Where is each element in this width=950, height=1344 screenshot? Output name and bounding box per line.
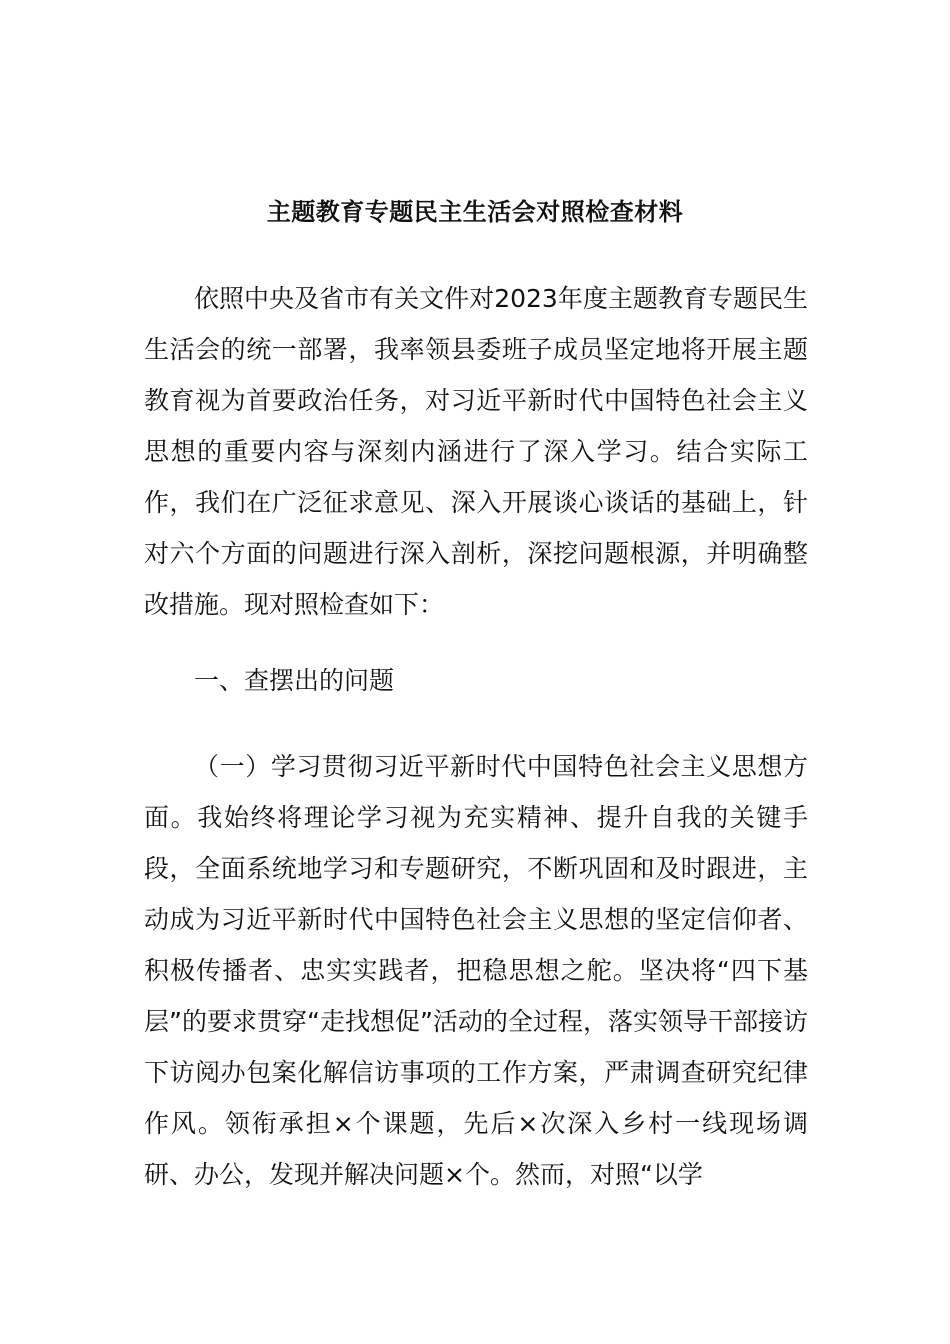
- subsection-paragraph: （一）学习贯彻习近平新时代中国特色社会主义思想方面。我始终将理论学习视为充实精神、提升自我的关键手段，全面系统地学习和专题研究，不断巩固和及时跟进，主动成为习近平新时代中国特色社会主义思想的坚定信仰者、积极传播者、忠实实践者，把稳思想之舵。坚决将“四下基层”的要求贯穿“走找想促”活动的全过程，落实领导干部接访下访阅办包案化解信访事项的工作方案，严肃调查研究纪律作风。领衔承担×个课题，先后×次深入乡村一线现场调研、办公，发现并解决问题×个。然而，对照“以学: [144, 752, 808, 1189]
- intro-paragraph: 依照中央及省市有关文件对2023年度主题教育专题民生生活会的统一部署，我率领县委班子成员坚定地将开展主题教育视为首要政治任务，对习近平新时代中国特色社会主义思想的重要内容与深刻内涵进行了深入学习。结合实际工作，我们在广泛征求意见、深入开展谈心谈话的基础上，针对六个方面的问题进行深入剖析，深挖问题根源，并明确整改措施。现对照检查如下：: [144, 284, 808, 619]
- section-heading: 一、查摆出的问题: [194, 666, 395, 695]
- document-title: 主题教育专题民主生活会对照检查材料: [266, 198, 684, 226]
